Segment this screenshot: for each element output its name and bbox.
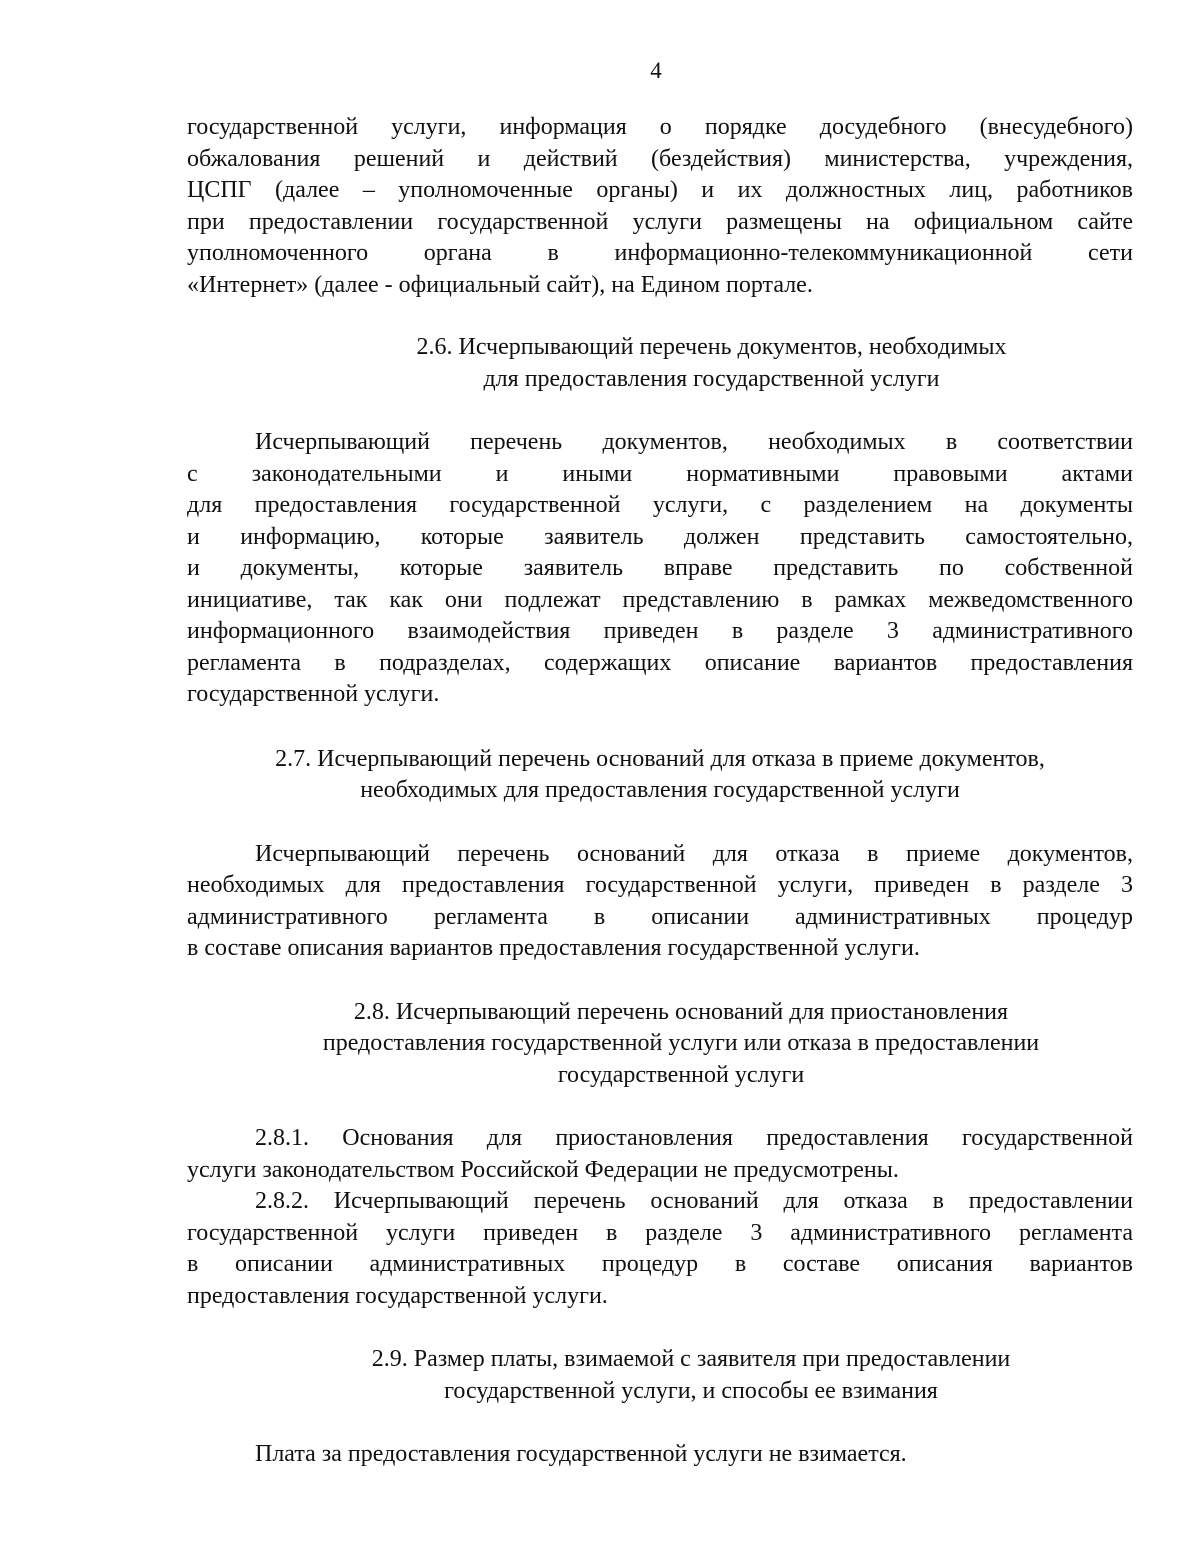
heading-line: предоставления государственной услуги или отказа в предоставлении [322, 1030, 1040, 1056]
section-paragraph-2-6 [187, 427, 1133, 711]
section-item-2-8-1 [187, 1123, 1133, 1186]
heading-line: государственной услуги [557, 1061, 805, 1088]
section-heading-2-6 [187, 332, 1133, 395]
text-line: предоставления государственной услуги. [187, 1282, 608, 1309]
heading-line: для предоставления государственной услуги [483, 365, 940, 392]
section-heading-2-8 [187, 997, 1133, 1092]
text-line: административного регламента в описании административных процедур [187, 903, 1133, 930]
text-line: в описании административных процедур в составе описания вариантов [187, 1251, 1133, 1277]
text-line: Исчерпывающий перечень документов, необходимых в соответствии [255, 429, 1133, 455]
text-line: государственной услуги, информация о порядке досудебного (внесудебного) [187, 114, 1133, 140]
section-paragraph-2-9 [187, 1439, 1133, 1471]
text-line: информационного взаимодействия приведен в разделе 3 административного [187, 618, 1133, 644]
text-line: для предоставления государственной услуги, с разделением на документы [187, 492, 1133, 518]
text-line: Исчерпывающий перечень оснований для отказа в приеме документов, [255, 840, 1133, 867]
text-line: регламента в подразделах, содержащих описание вариантов предоставления [187, 649, 1133, 676]
section-item-2-8-2 [187, 1186, 1133, 1312]
text-line: обжалования решений и действий (бездействия) министерства, учреждения, [187, 145, 1133, 172]
section-paragraph-2-7 [187, 839, 1133, 965]
text-line: необходимых для предоставления государственной услуги, приведен в разделе 3 [187, 872, 1133, 898]
section-heading-2-7 [187, 744, 1133, 807]
heading-line: необходимых для предоставления государственной услуги [360, 777, 960, 803]
text-line: «Интернет» (далее - официальный сайт), на Едином портале. [187, 271, 813, 298]
section-heading-2-9 [187, 1344, 1133, 1407]
text-line: с законодательными и иными нормативными правовыми актами [187, 460, 1133, 487]
heading-line: 2.6. Исчерпывающий перечень документов, необходимых [416, 334, 1007, 360]
text-line: уполномоченного органа в информационно-телекоммуникационной сети [187, 240, 1133, 266]
heading-line: 2.9. Размер платы, взимаемой с заявителя при предоставлении [371, 1346, 1011, 1372]
text-line: Плата за предоставления государственной услуги не взимается. [255, 1441, 907, 1467]
intro-paragraph [187, 112, 1133, 301]
page-number: 4 [650, 58, 662, 83]
text-line: в составе описания вариантов предоставления государственной услуги. [187, 935, 920, 961]
text-line: услуги законодательством Российской Федерации не предусмотрены. [187, 1156, 899, 1183]
text-line: 2.8.2. Исчерпывающий перечень оснований для отказа в предоставлении [255, 1188, 1133, 1214]
heading-line: 2.8. Исчерпывающий перечень оснований для приостановления [353, 998, 1009, 1025]
text-line: 2.8.1. Основания для приостановления предоставления государственной [255, 1125, 1133, 1151]
heading-line: 2.7. Исчерпывающий перечень оснований для отказа в приеме документов, [275, 745, 1045, 772]
text-line: государственной услуги приведен в разделе 3 административного регламента [187, 1219, 1133, 1246]
text-line: при предоставлении государственной услуги размещены на официальном сайте [187, 208, 1133, 235]
text-line: инициативе, так как они подлежат представлению в рамках межведомственного [187, 586, 1133, 613]
text-line: и информацию, которые заявитель должен представить самостоятельно, [187, 523, 1133, 550]
heading-line: государственной услуги, и способы ее взимания [444, 1377, 938, 1404]
document-body [187, 112, 1133, 1471]
text-line: государственной услуги. [187, 681, 440, 707]
text-line: и документы, которые заявитель вправе представить по собственной [187, 555, 1133, 581]
text-line: ЦСПГ (далее – уполномоченные органы) и их должностных лиц, работников [187, 177, 1133, 203]
